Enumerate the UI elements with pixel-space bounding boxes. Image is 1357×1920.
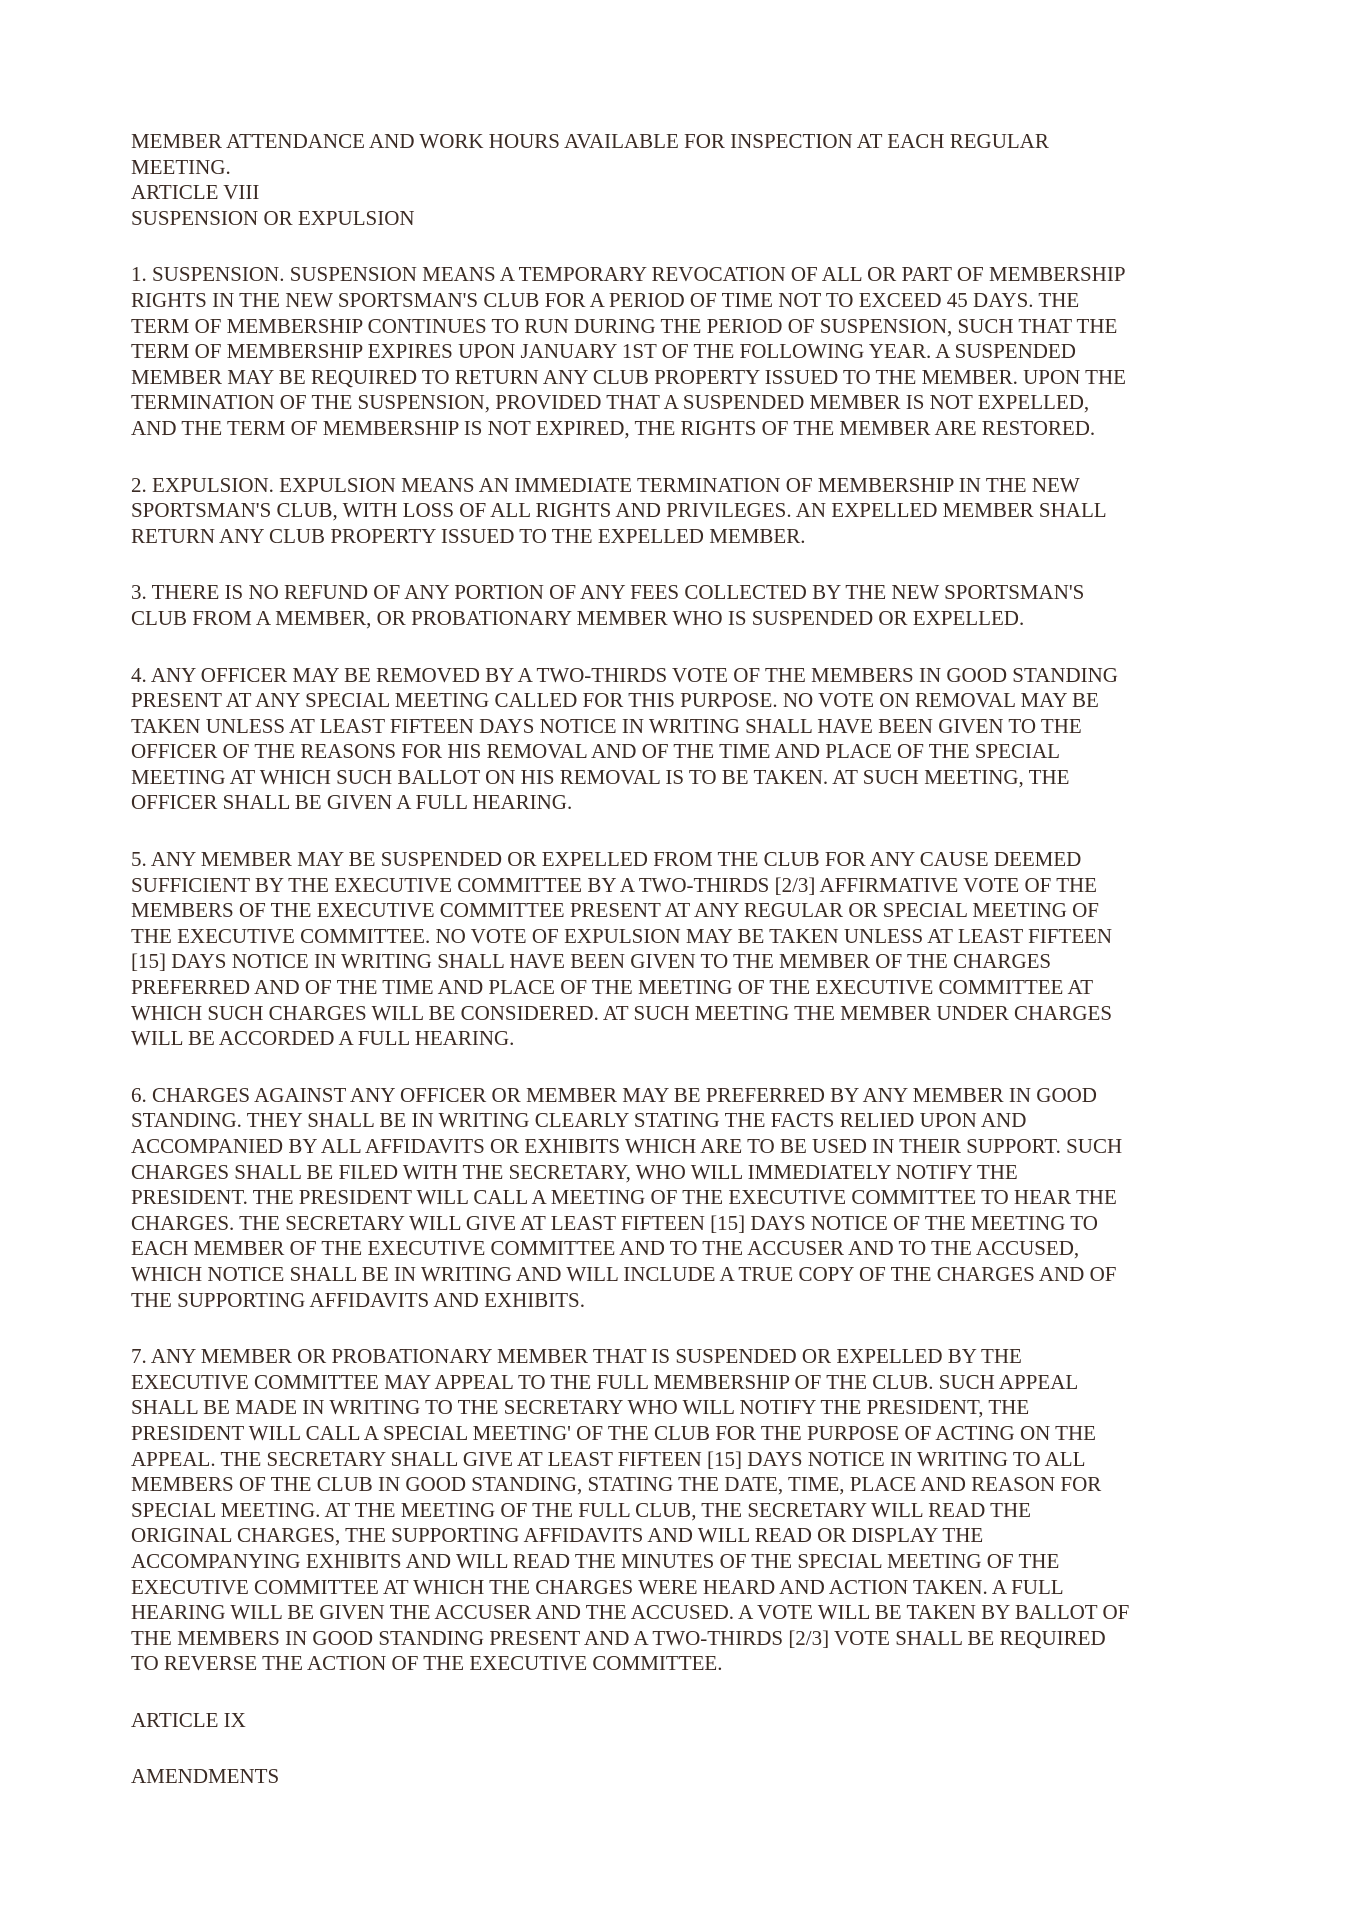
text-line: 3. THERE IS NO REFUND OF ANY PORTION OF ANY FEES COLLECTED BY THE NEW SPORTSMAN'S <box>131 580 1085 605</box>
text-line: 1. SUSPENSION. SUSPENSION MEANS A TEMPORARY REVOCATION OF ALL OR PART OF MEMBERSHIP <box>131 262 1126 287</box>
text-line: [15] DAYS NOTICE IN WRITING SHALL HAVE BEEN GIVEN TO THE MEMBER OF THE CHARGES <box>131 949 1052 974</box>
text-line: RETURN ANY CLUB PROPERTY ISSUED TO THE EXPELLED MEMBER. <box>131 523 806 548</box>
section-header <box>131 129 1261 231</box>
text-line: TAKEN UNLESS AT LEAST FIFTEEN DAYS NOTICE IN WRITING SHALL HAVE BEEN GIVEN TO THE <box>131 713 1082 738</box>
text-line: WILL BE ACCORDED A FULL HEARING. <box>131 1026 515 1051</box>
text-line: 6. CHARGES AGAINST ANY OFFICER OR MEMBER MAY BE PREFERRED BY ANY MEMBER IN GOOD <box>131 1082 1097 1107</box>
document-page <box>131 129 1261 1821</box>
text-line: THE SUPPORTING AFFIDAVITS AND EXHIBITS. <box>131 1287 585 1312</box>
text-line: SUSPENSION OR EXPULSION <box>131 205 415 230</box>
text-line: EXECUTIVE COMMITTEE MAY APPEAL TO THE FULL MEMBERSHIP OF THE CLUB. SUCH APPEAL <box>131 1369 1079 1394</box>
text-line: TERM OF MEMBERSHIP EXPIRES UPON JANUARY 1ST OF THE FOLLOWING YEAR. A SUSPENDED <box>131 339 1076 364</box>
text-line: ARTICLE VIII <box>131 180 260 205</box>
text-line: TO REVERSE THE ACTION OF THE EXECUTIVE COMMITTEE. <box>131 1651 723 1676</box>
paragraph-3 <box>131 580 1261 631</box>
text-line: OFFICER SHALL BE GIVEN A FULL HEARING. <box>131 790 573 815</box>
text-line: SPECIAL MEETING. AT THE MEETING OF THE FULL CLUB, THE SECRETARY WILL READ THE <box>131 1497 1031 1522</box>
article-viii-body <box>131 262 1261 1677</box>
paragraph-5 <box>131 847 1261 1052</box>
text-line: 7. ANY MEMBER OR PROBATIONARY MEMBER THAT IS SUSPENDED OR EXPELLED BY THE <box>131 1344 1022 1369</box>
text-line: MEMBERS OF THE CLUB IN GOOD STANDING, STATING THE DATE, TIME, PLACE AND REASON FOR <box>131 1472 1102 1497</box>
text-line: THE EXECUTIVE COMMITTEE. NO VOTE OF EXPULSION MAY BE TAKEN UNLESS AT LEAST FIFTEEN <box>131 923 1113 948</box>
amendments-heading: AMENDMENTS <box>131 1764 280 1789</box>
text-line: CHARGES SHALL BE FILED WITH THE SECRETARY, WHO WILL IMMEDIATELY NOTIFY THE <box>131 1159 1018 1184</box>
text-line: MEMBER ATTENDANCE AND WORK HOURS AVAILABLE FOR INSPECTION AT EACH REGULAR <box>131 129 1049 153</box>
text-line: STANDING. THEY SHALL BE IN WRITING CLEARLY STATING THE FACTS RELIED UPON AND <box>131 1108 1027 1133</box>
text-line: OFFICER OF THE REASONS FOR HIS REMOVAL AND OF THE TIME AND PLACE OF THE SPECIAL <box>131 739 1060 764</box>
text-line: MEMBER MAY BE REQUIRED TO RETURN ANY CLUB PROPERTY ISSUED TO THE MEMBER. UPON THE <box>131 364 1126 389</box>
text-line: TERMINATION OF THE SUSPENSION, PROVIDED THAT A SUSPENDED MEMBER IS NOT EXPELLED, <box>131 390 1090 415</box>
text-line: CLUB FROM A MEMBER, OR PROBATIONARY MEMBER WHO IS SUSPENDED OR EXPELLED. <box>131 605 1025 630</box>
text-line: SPORTSMAN'S CLUB, WITH LOSS OF ALL RIGHTS AND PRIVILEGES. AN EXPELLED MEMBER SHALL <box>131 498 1107 523</box>
paragraph-2 <box>131 473 1261 550</box>
text-line: WHICH NOTICE SHALL BE IN WRITING AND WILL INCLUDE A TRUE COPY OF THE CHARGES AND OF <box>131 1261 1117 1286</box>
paragraph-4 <box>131 663 1261 817</box>
text-line: SHALL BE MADE IN WRITING TO THE SECRETARY WHO WILL NOTIFY THE PRESIDENT, THE <box>131 1395 1030 1420</box>
text-line: RIGHTS IN THE NEW SPORTSMAN'S CLUB FOR A PERIOD OF TIME NOT TO EXCEED 45 DAYS. THE <box>131 287 1080 312</box>
text-line: PREFERRED AND OF THE TIME AND PLACE OF THE MEETING OF THE EXECUTIVE COMMITTEE AT <box>131 975 1094 1000</box>
text-line: ACCOMPANYING EXHIBITS AND WILL READ THE MINUTES OF THE SPECIAL MEETING OF THE <box>131 1548 1060 1573</box>
paragraph-7 <box>131 1344 1261 1677</box>
text-line: WHICH SUCH CHARGES WILL BE CONSIDERED. AT SUCH MEETING THE MEMBER UNDER CHARGES <box>131 1000 1113 1025</box>
text-line: PRESIDENT WILL CALL A SPECIAL MEETING' OF THE CLUB FOR THE PURPOSE OF ACTING ON THE <box>131 1420 1096 1445</box>
text-line: 2. EXPULSION. EXPULSION MEANS AN IMMEDIATE TERMINATION OF MEMBERSHIP IN THE NEW <box>131 472 1080 497</box>
text-line: EACH MEMBER OF THE EXECUTIVE COMMITTEE AND TO THE ACCUSER AND TO THE ACCUSED, <box>131 1236 1080 1261</box>
text-line: PRESIDENT. THE PRESIDENT WILL CALL A MEETING OF THE EXECUTIVE COMMITTEE TO HEAR THE <box>131 1185 1117 1210</box>
text-line: EXECUTIVE COMMITTEE AT WHICH THE CHARGES WERE HEARD AND ACTION TAKEN. A FULL <box>131 1574 1064 1599</box>
text-line: TERM OF MEMBERSHIP CONTINUES TO RUN DURING THE PERIOD OF SUSPENSION, SUCH THAT THE <box>131 313 1118 338</box>
text-line: CHARGES. THE SECRETARY WILL GIVE AT LEAST FIFTEEN [15] DAYS NOTICE OF THE MEETING TO <box>131 1210 1098 1235</box>
text-line: 4. ANY OFFICER MAY BE REMOVED BY A TWO-THIRDS VOTE OF THE MEMBERS IN GOOD STANDING <box>131 662 1118 687</box>
text-line: APPEAL. THE SECRETARY SHALL GIVE AT LEAST FIFTEEN [15] DAYS NOTICE IN WRITING TO ALL <box>131 1446 1086 1471</box>
text-line: AND THE TERM OF MEMBERSHIP IS NOT EXPIRED, THE RIGHTS OF THE MEMBER ARE RESTORED. <box>131 415 1096 440</box>
article-ix-heading: ARTICLE IX <box>131 1707 246 1732</box>
text-line: 5. ANY MEMBER MAY BE SUSPENDED OR EXPELLED FROM THE CLUB FOR ANY CAUSE DEEMED <box>131 847 1082 872</box>
paragraph-6 <box>131 1083 1261 1313</box>
text-line: ORIGINAL CHARGES, THE SUPPORTING AFFIDAVITS AND WILL READ OR DISPLAY THE <box>131 1523 984 1548</box>
text-line: PRESENT AT ANY SPECIAL MEETING CALLED FOR THIS PURPOSE. NO VOTE ON REMOVAL MAY BE <box>131 688 1099 713</box>
text-line: HEARING WILL BE GIVEN THE ACCUSER AND THE ACCUSED. A VOTE WILL BE TAKEN BY BALLOT OF <box>131 1600 1130 1625</box>
text-line: MEETING AT WHICH SUCH BALLOT ON HIS REMOVAL IS TO BE TAKEN. AT SUCH MEETING, THE <box>131 764 1070 789</box>
paragraph-1 <box>131 262 1261 441</box>
text-line: MEETING. <box>131 154 231 179</box>
text-line: THE MEMBERS IN GOOD STANDING PRESENT AND A TWO-THIRDS [2/3] VOTE SHALL BE REQUIRED <box>131 1625 1106 1650</box>
text-line: MEMBERS OF THE EXECUTIVE COMMITTEE PRESENT AT ANY REGULAR OR SPECIAL MEETING OF <box>131 898 1099 923</box>
text-line: SUFFICIENT BY THE EXECUTIVE COMMITTEE BY A TWO-THIRDS [2/3] AFFIRMATIVE VOTE OF THE <box>131 872 1098 897</box>
text-line: ACCOMPANIED BY ALL AFFIDAVITS OR EXHIBITS WHICH ARE TO BE USED IN THEIR SUPPORT. SUCH <box>131 1134 1123 1158</box>
